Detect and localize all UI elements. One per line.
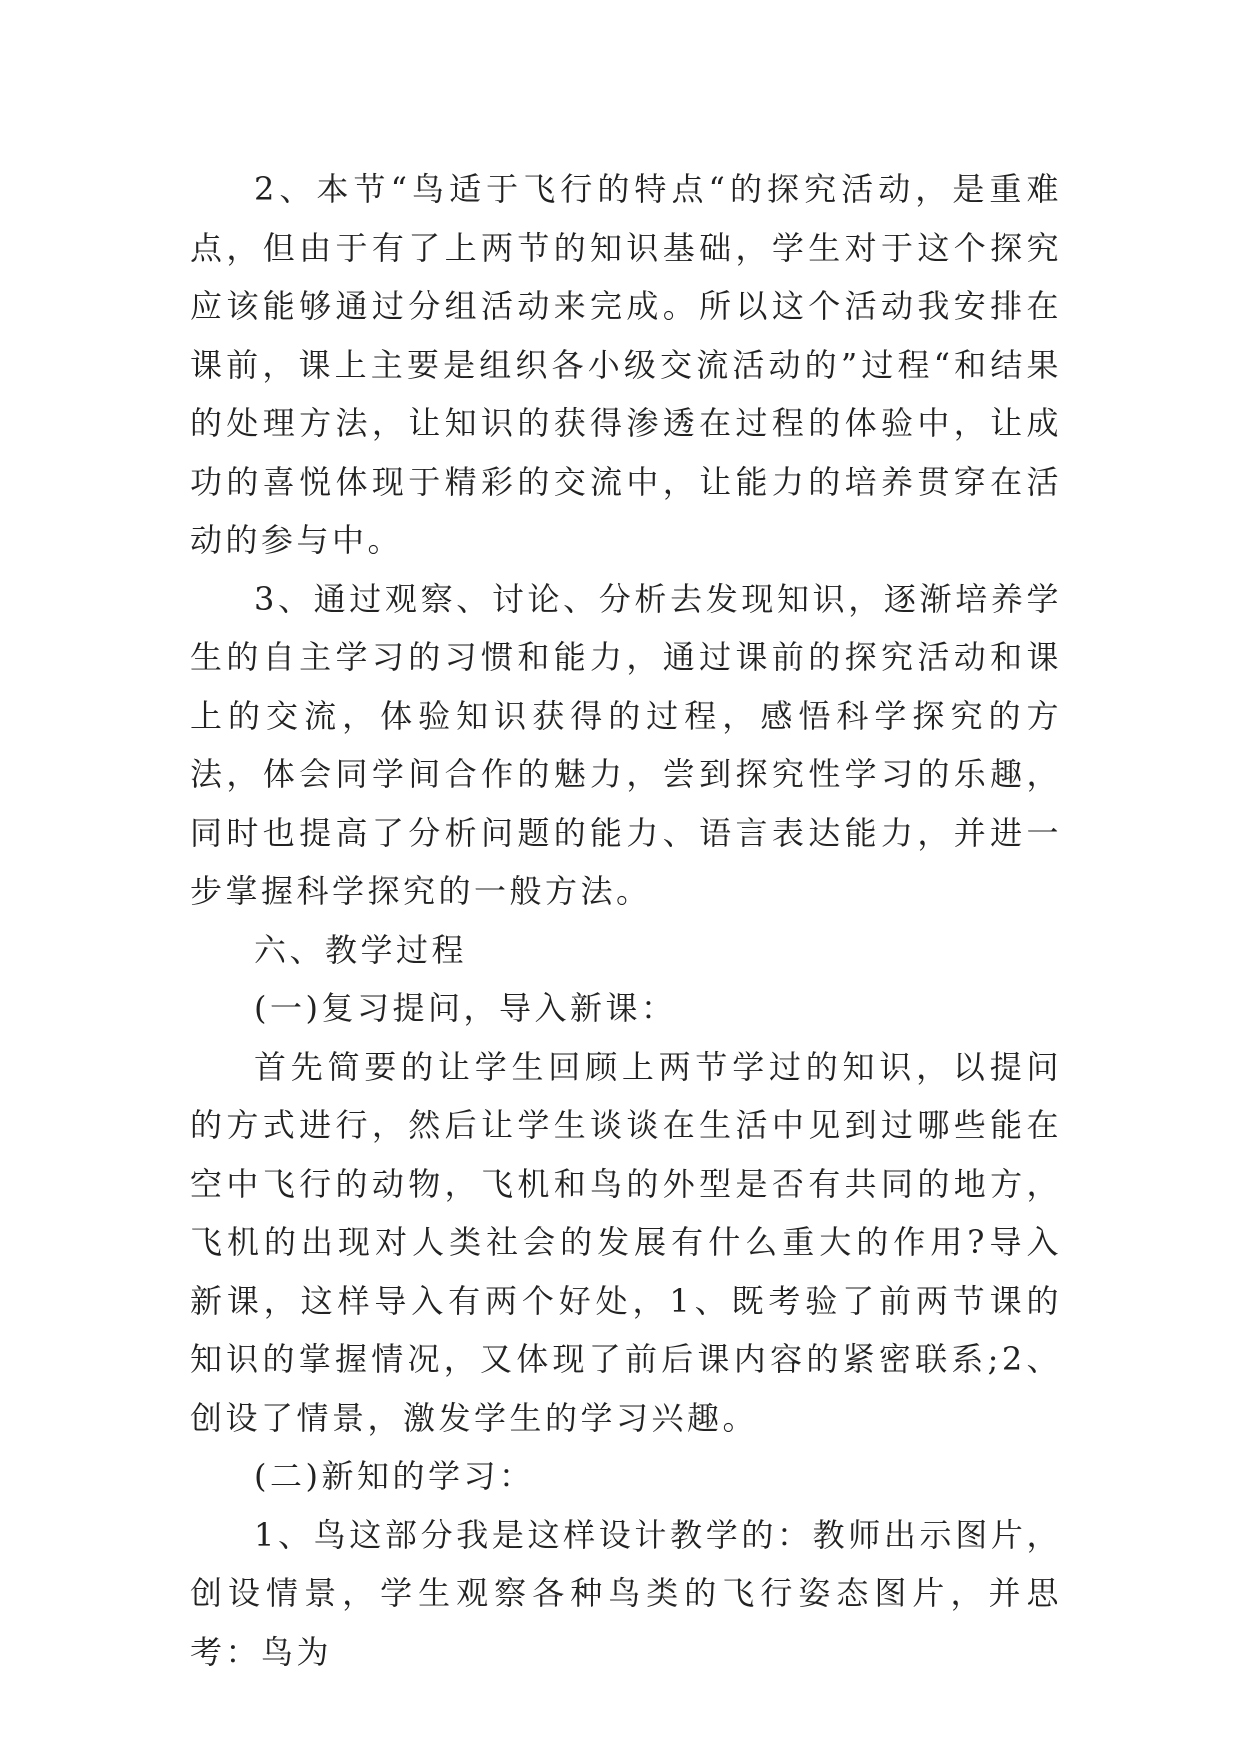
subheading-new-knowledge: (二)新知的学习： <box>254 1457 535 1495</box>
paragraph-inquiry-skills: 3、通过观察、讨论、分析去发现知识，逐渐培养学生的自主学习的习惯和能力，通过课前的探究活动和课上的交流，体验知识获得的过程，感悟科学探究的方法，体会同学间合作的魅力，尝到探究性学习的乐趣，同时也提高了分析问题的能力、语言表达能力，并进一步掌握科学探究的一般方法。 <box>190 579 1062 910</box>
section-heading-teaching-process: 六、教学过程 <box>254 930 468 969</box>
paragraph-bird-lesson: 1、鸟这部分我是这样设计教学的：教师出示图片，创设情景，学生观察各种鸟类的飞行姿态图片，并思考：鸟为 <box>190 1515 1062 1671</box>
paragraph-key-difficulty: 2、本节“鸟适于飞行的特点“的探究活动，是重难点，但由于有了上两节的知识基础，学生对于这个探究应该能够通过分组活动来完成。所以这个活动我安排在课前，课上主要是组织各小级交流活动的”过程“和结果的处理方法，让知识的获得渗透在过程的体验中，让成功的喜悦体现于精彩的交流中，让能力的培养贯穿在活动的参与中。 <box>190 170 1062 559</box>
paragraph-review-intro: 首先简要的让学生回顾上两节学过的知识，以提问的方式进行，然后让学生谈谈在生活中见到过哪些能在空中飞行的动物，飞机和鸟的外型是否有共同的地方，飞机的出现对人类社会的发展有什么重大的作用?导入新课，这样导入有两个好处，1、既考验了前两节课的知识的掌握情况，又体现了前后课内容的紧密联系;2、创设了情景，激发学生的学习兴趣。 <box>190 1047 1062 1437</box>
subheading-review-intro: (一)复习提问，导入新课： <box>254 989 677 1027</box>
document-body <box>190 160 1062 1681</box>
